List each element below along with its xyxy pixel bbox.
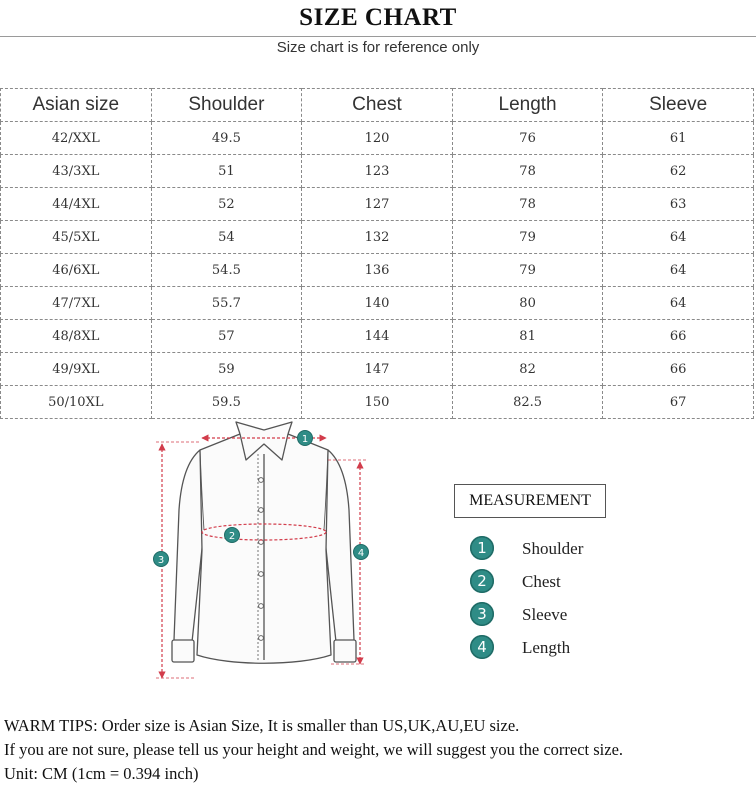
cell-shoulder: 51 (151, 155, 302, 188)
header-sleeve: Sleeve (603, 89, 754, 122)
cell-chest: 120 (302, 122, 453, 155)
legend-label: Length (522, 638, 571, 657)
svg-text:2: 2 (228, 531, 236, 542)
marker-2-icon (225, 528, 240, 543)
page-subtitle: Size chart is for reference only (276, 39, 480, 56)
tip-line-asian-size: WARM TIPS: Order size is Asian Size, It is smaller than US,UK,AU,EU size. (4, 716, 520, 735)
svg-text:1: 1 (301, 434, 309, 445)
cell-asian-size: 50/10XL (1, 386, 152, 419)
cell-asian-size: 46/6XL (1, 254, 152, 287)
cell-sleeve: 66 (603, 353, 754, 386)
shirt-diagram (148, 420, 378, 690)
table-row (1, 386, 754, 419)
cell-sleeve: 63 (603, 188, 754, 221)
cell-shoulder: 55.7 (151, 287, 302, 320)
table-row (1, 353, 754, 386)
number-2-icon: 2 (470, 569, 494, 593)
cell-asian-size: 48/8XL (1, 320, 152, 353)
tip-line-height-weight: If you are not sure, please tell us your height and weight, we will suggest you the correct size. (4, 740, 624, 759)
cell-length: 79 (452, 221, 603, 254)
cell-chest: 127 (302, 188, 453, 221)
cell-length: 78 (452, 188, 603, 221)
cell-sleeve: 64 (603, 254, 754, 287)
cell-length: 76 (452, 122, 603, 155)
cell-length: 82 (452, 353, 603, 386)
header-shoulder: Shoulder (151, 89, 302, 122)
table-row (1, 122, 754, 155)
cell-shoulder: 49.5 (151, 122, 302, 155)
header-chest: Chest (302, 89, 453, 122)
marker-4-icon (354, 545, 369, 560)
cell-shoulder: 54 (151, 221, 302, 254)
cell-asian-size: 43/3XL (1, 155, 152, 188)
cell-asian-size: 44/4XL (1, 188, 152, 221)
cell-sleeve: 67 (603, 386, 754, 419)
cell-sleeve: 64 (603, 287, 754, 320)
number-1-icon: 1 (470, 536, 494, 560)
table-header-row (1, 89, 754, 122)
cell-length: 79 (452, 254, 603, 287)
cell-chest: 147 (302, 353, 453, 386)
size-table (0, 88, 754, 419)
cell-shoulder: 57 (151, 320, 302, 353)
cell-length: 78 (452, 155, 603, 188)
table-row (1, 287, 754, 320)
number-3-icon: 3 (470, 602, 494, 626)
legend-label: Shoulder (522, 539, 584, 558)
cell-chest: 136 (302, 254, 453, 287)
cell-shoulder: 59 (151, 353, 302, 386)
cell-asian-size: 47/7XL (1, 287, 152, 320)
warm-tips (4, 714, 623, 786)
cell-chest: 144 (302, 320, 453, 353)
table-row (1, 155, 754, 188)
tip-line-unit: Unit: CM (1cm = 0.394 inch) (4, 764, 199, 783)
cell-shoulder: 54.5 (151, 254, 302, 287)
cell-sleeve: 62 (603, 155, 754, 188)
cell-asian-size: 49/9XL (1, 353, 152, 386)
cell-length: 81 (452, 320, 603, 353)
cell-length: 80 (452, 287, 603, 320)
cell-shoulder: 52 (151, 188, 302, 221)
cell-chest: 150 (302, 386, 453, 419)
title-divider (0, 36, 756, 37)
measurement-heading: MEASUREMENT (454, 484, 606, 518)
cell-sleeve: 61 (603, 122, 754, 155)
header-asian-size: Asian size (1, 89, 152, 122)
marker-3-icon (154, 552, 169, 567)
shirt-outline (172, 422, 356, 663)
table-row (1, 254, 754, 287)
table-row (1, 188, 754, 221)
cell-length: 82.5 (452, 386, 603, 419)
cell-sleeve: 66 (603, 320, 754, 353)
cell-chest: 140 (302, 287, 453, 320)
cell-shoulder: 59.5 (151, 386, 302, 419)
header-length: Length (452, 89, 603, 122)
table-row (1, 320, 754, 353)
cell-chest: 123 (302, 155, 453, 188)
cell-asian-size: 42/XXL (1, 122, 152, 155)
legend-label: Sleeve (522, 605, 568, 624)
cell-asian-size: 45/5XL (1, 221, 152, 254)
page-title: SIZE CHART (299, 4, 457, 31)
marker-1-icon (298, 431, 313, 446)
svg-text:3: 3 (157, 555, 165, 566)
table-row (1, 221, 754, 254)
svg-text:4: 4 (357, 548, 365, 559)
legend-label: Chest (522, 572, 561, 591)
cell-chest: 132 (302, 221, 453, 254)
cell-sleeve: 64 (603, 221, 754, 254)
number-4-icon: 4 (470, 635, 494, 659)
